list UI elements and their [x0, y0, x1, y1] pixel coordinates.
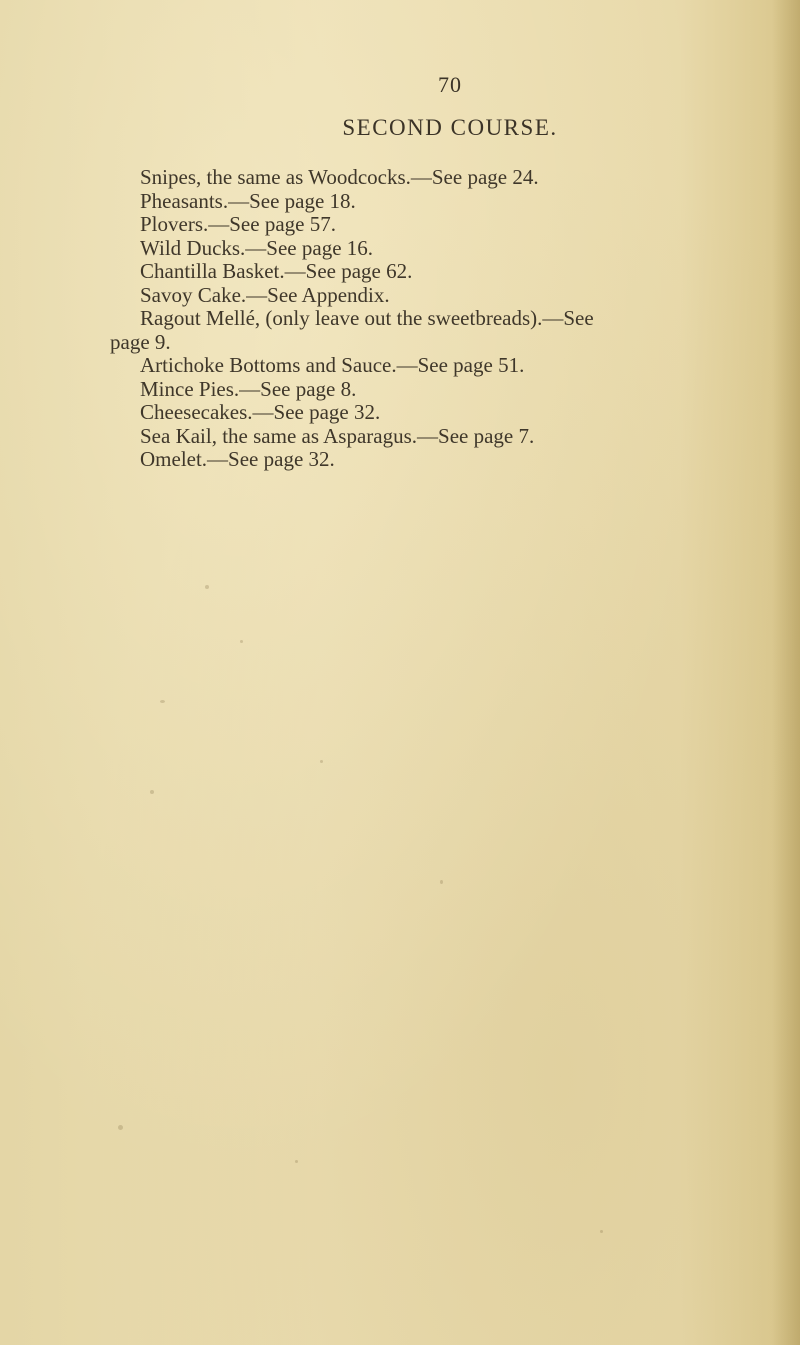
- menu-entries: [110, 165, 790, 472]
- entry-ragout-melle: Ragout Mellé, (only leave out the sweetbreads).—See: [140, 306, 594, 330]
- entry-sea-kail: Sea Kail, the same as Asparagus.—See page 7.: [140, 423, 535, 448]
- entry-chantilla-basket: Chantilla Basket.—See page 62.: [140, 259, 413, 283]
- paper-speck: [205, 585, 209, 589]
- paper-speck: [150, 790, 154, 794]
- paper-speck: [320, 760, 323, 763]
- paper-speck: [160, 700, 165, 703]
- paper-speck: [118, 1125, 123, 1130]
- section-title: SECOND COURSE.: [342, 115, 558, 140]
- entry-pheasants: Pheasants.—See page 18.: [140, 188, 356, 213]
- paper-speck: [240, 640, 243, 643]
- entry-ragout-melle-continued: page 9.: [110, 329, 171, 354]
- paper-speck: [600, 1230, 603, 1233]
- entry-snipes: Snipes, the same as Woodcocks.—See page 24.: [140, 165, 539, 189]
- entry-savoy-cake: Savoy Cake.—See Appendix.: [140, 282, 390, 307]
- entry-omelet: Omelet.—See page 32.: [140, 447, 335, 471]
- entry-cheesecakes: Cheesecakes.—See page 32.: [140, 400, 381, 424]
- entry-wild-ducks: Wild Ducks.—See page 16.: [140, 235, 374, 260]
- entry-artichoke-bottoms: Artichoke Bottoms and Sauce.—See page 51.: [140, 353, 525, 377]
- entry-mince-pies: Mince Pies.—See page 8.: [140, 376, 357, 401]
- paper-speck: [295, 1160, 298, 1163]
- paper-speck: [440, 880, 443, 884]
- entry-plovers: Plovers.—See page 57.: [140, 212, 336, 236]
- page-number: 70: [438, 72, 462, 97]
